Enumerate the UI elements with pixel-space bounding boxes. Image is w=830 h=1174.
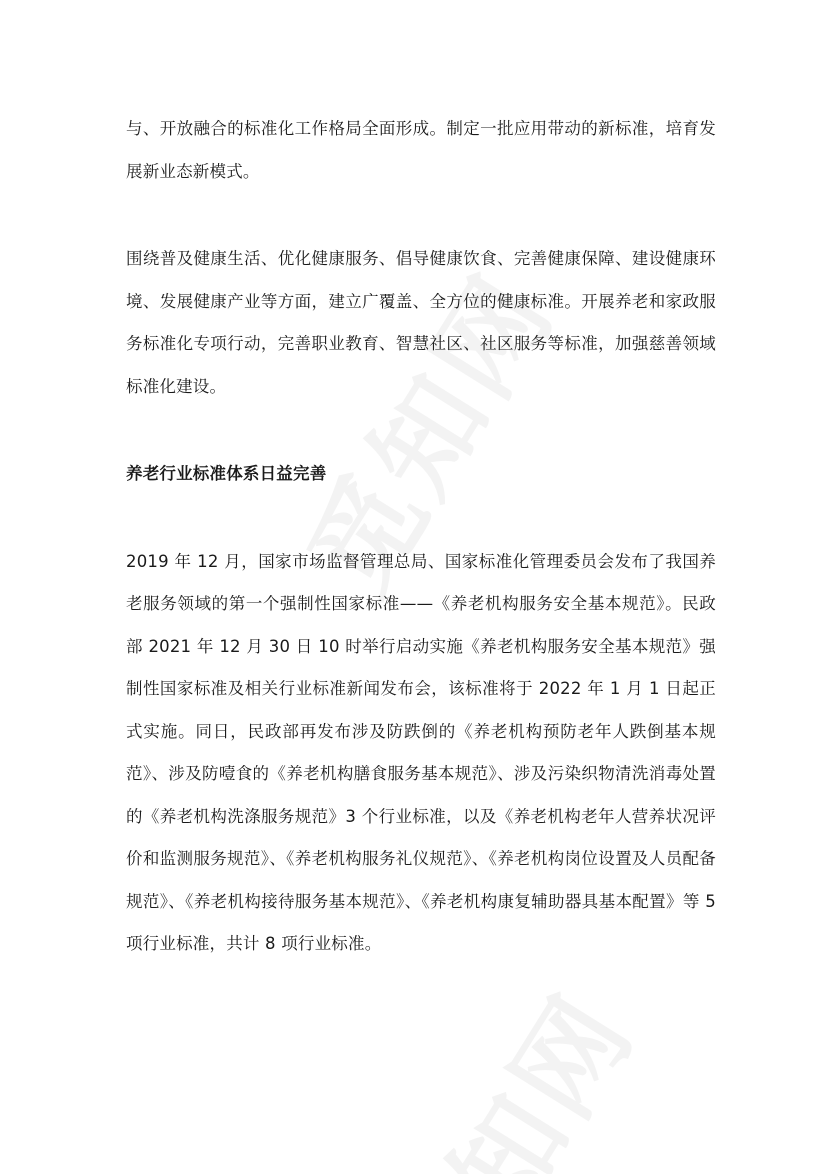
document-body	[126, 108, 716, 966]
watermark-bottom	[345, 960, 663, 1174]
paragraph-standardization-pattern: 与、开放融合的标准化工作格局全面形成。制定一批应用带动的新标准，培育发展新业态新模式。	[126, 119, 716, 181]
paragraph-health-standards: 围绕普及健康生活、优化健康服务、倡导健康饮食、完善健康保障、建设健康环境、发展健康产业等方面，建立广覆盖、全方位的健康标准。开展养老和家政服务标准化专项行动，完善职业教育、智慧社区、社区服务等标准，加强慈善领域标准化建设。	[126, 249, 716, 396]
section-heading-elderly-care: 养老行业标准体系日益完善	[126, 464, 327, 483]
paragraph-elderly-care-standards: 2019 年 12 月，国家市场监督管理总局、国家标准化管理委员会发布了我国养老服务领域的第一个强制性国家标准——《养老机构服务安全基本规范》。民政部 2021 年 12 月 30 日 10 时举行启动实施《养老机构服务安全基本规范》强制性国家标准及相关行业标准新闻发布会，该标准将于 2022 年 1 月 1 日起正式实施。同日，民政部再发布涉及防跌倒的《养老机构预防老年人跌倒基本规范》、涉及防噎食的《养老机构膳食服务基本规范》、涉及污染织物清洗消毒处置的《养老机构洗涤服务规范》3 个行业标准，以及《养老机构老年人营养状况评价和监测服务规范》、《养老机构服务礼仪规范》、《养老机构岗位设置及人员配备规范》、《养老机构接待服务基本规范》、《养老机构康复辅助器具基本配置》等 5 项行业标准，共计 8 项行业标准。	[126, 551, 716, 953]
